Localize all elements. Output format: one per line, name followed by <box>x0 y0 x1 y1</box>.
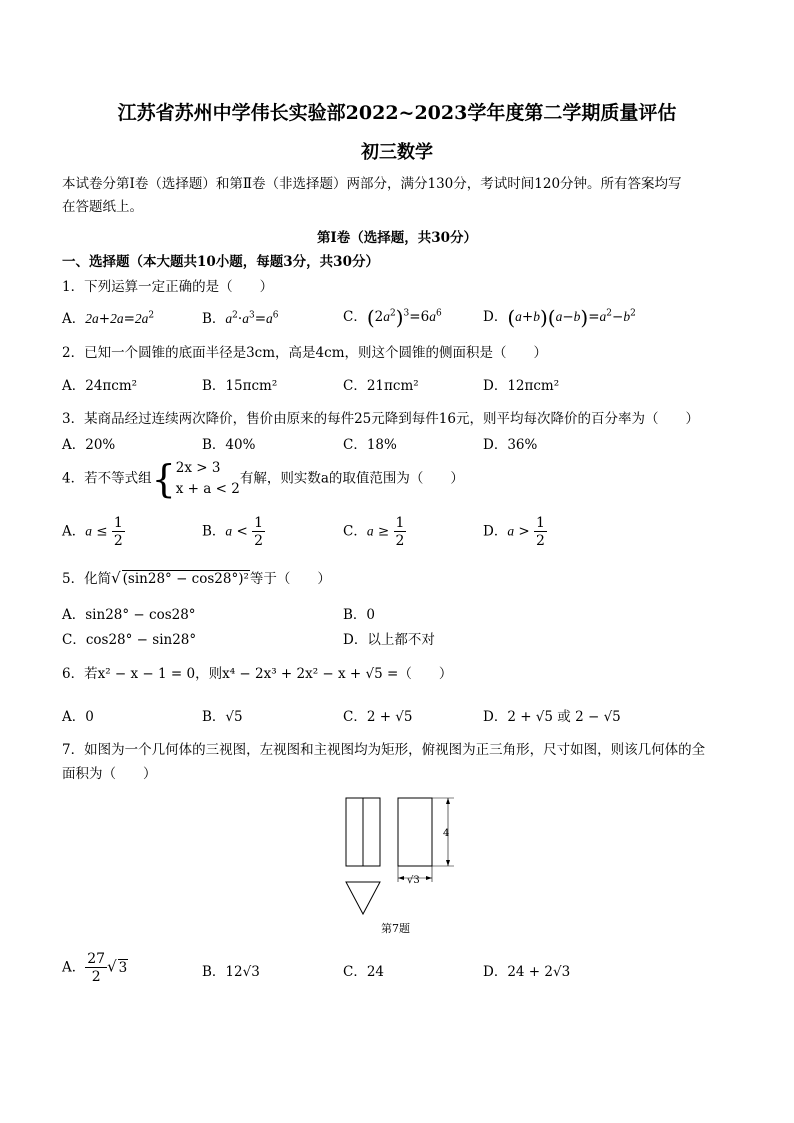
q6-option-c: C．2 + √5 <box>343 709 413 725</box>
q2-stem: 2．已知一个圆锥的底面半径是3cm，高是4cm，则这个圆锥的侧面积是（ ） <box>62 345 547 361</box>
q7-option-d: D．24 + 2√3 <box>483 964 571 980</box>
q3-option-d: D．36% <box>483 437 538 453</box>
q7-dim-width: √3 <box>407 875 420 886</box>
q7-figure-caption: 第7题 <box>381 922 410 935</box>
q7-option-c: C．24 <box>343 964 385 980</box>
q1-option-b: B．$a^2\cdot a^3=a^6$ <box>202 310 279 327</box>
q2-option-a: A．24πcm² <box>62 378 138 394</box>
q4-option-a: A．a ≤ $\frac{1}{2}$ <box>62 515 123 549</box>
q4-stem: 4．若不等式组{2x > 3 x + a < 2有解，则实数a的取值范围为（ ） <box>62 457 464 501</box>
q6-option-a: A．0 <box>62 709 94 725</box>
q5-option-d: D．以上都不对 <box>343 632 435 648</box>
q3-option-c: C．18% <box>343 437 397 453</box>
q5-option-a: A．sin28° − cos28° <box>62 607 196 623</box>
q4-option-b: B．a < $\frac{1}{2}$ <box>202 515 263 549</box>
q1-option-c: C．$(2a^2)^3=6a^6$ <box>343 305 442 330</box>
exam-subtitle: 初三数学 <box>361 142 433 163</box>
q3-option-a: A．20% <box>62 437 116 453</box>
q1-stem: 1．下列运算一定正确的是（ ） <box>62 279 274 295</box>
part1-heading: 第Ⅰ卷（选择题，共30分） <box>316 230 478 246</box>
q5-radicand: (sin28° − cos28°)² <box>122 571 249 587</box>
q6-stem: 6．若x² − x − 1 = 0，则x⁴ − 2x³ + 2x² − x + √5 =（ ） <box>62 666 453 682</box>
q6-option-b: B．√5 <box>202 709 243 725</box>
q4-ineq-2: x + a < 2 <box>175 481 240 497</box>
q1-option-a: A．$2a+2a=2a^2$ <box>62 310 155 327</box>
q5-stem: 5．化简√ (sin28° − cos28°)²等于（ ） <box>62 569 331 587</box>
exam-title: 江苏省苏州中学伟长实验部2022~2023学年度第二学期质量评估 <box>117 102 677 124</box>
q7-option-b: B．12√3 <box>202 964 260 980</box>
q4-option-c: C．a ≥ $\frac{1}{2}$ <box>343 515 405 549</box>
q4-ineq-1: 2x > 3 <box>175 460 221 476</box>
q3-option-b: B．40% <box>202 437 256 453</box>
q7-option-a: A． $\frac{27}{2}$ √ 3 <box>62 951 128 985</box>
section-heading: 一、选择题（本大题共10小题，每题3分，共30分） <box>62 254 379 270</box>
q7-stem-line-1: 7．如图为一个几何体的三视图，左视图和主视图均为矩形，俯视图为正三角形，尺寸如图，则该几何体的全 <box>62 742 706 758</box>
q3-stem: 3．某商品经过连续两次降价，售价由原来的每件25元降到每件16元，则平均每次降价的百分率为（ ） <box>62 411 699 427</box>
q5-option-b: B．0 <box>343 607 376 623</box>
q7-three-view-figure <box>330 790 470 920</box>
q4-option-d: D．a > $\frac{1}{2}$ <box>483 515 545 549</box>
q7-front-view <box>398 798 432 866</box>
q6-option-d: D．2 + √5 或 2 − √5 <box>483 709 621 725</box>
intro-line-2: 在答题纸上。 <box>62 199 143 215</box>
q2-option-b: B．15πcm² <box>202 378 278 394</box>
q7-stem-line-2: 面积为（ ） <box>62 766 157 782</box>
q5-option-c: C．cos28° − sin28° <box>62 632 197 648</box>
intro-line-1: 本试卷分第Ⅰ卷（选择题）和第Ⅱ卷（非选择题）两部分，满分130分，考试时间120分钟。所有答案均写 <box>62 176 682 192</box>
q2-option-c: C．21πcm² <box>343 378 419 394</box>
q7-top-view <box>346 882 380 914</box>
q1-option-d: D．$(a+b)(a-b)=a^2-b^2$ <box>483 305 636 330</box>
q7-dim-height: 4 <box>443 828 450 839</box>
q2-option-d: D．12πcm² <box>483 378 560 394</box>
